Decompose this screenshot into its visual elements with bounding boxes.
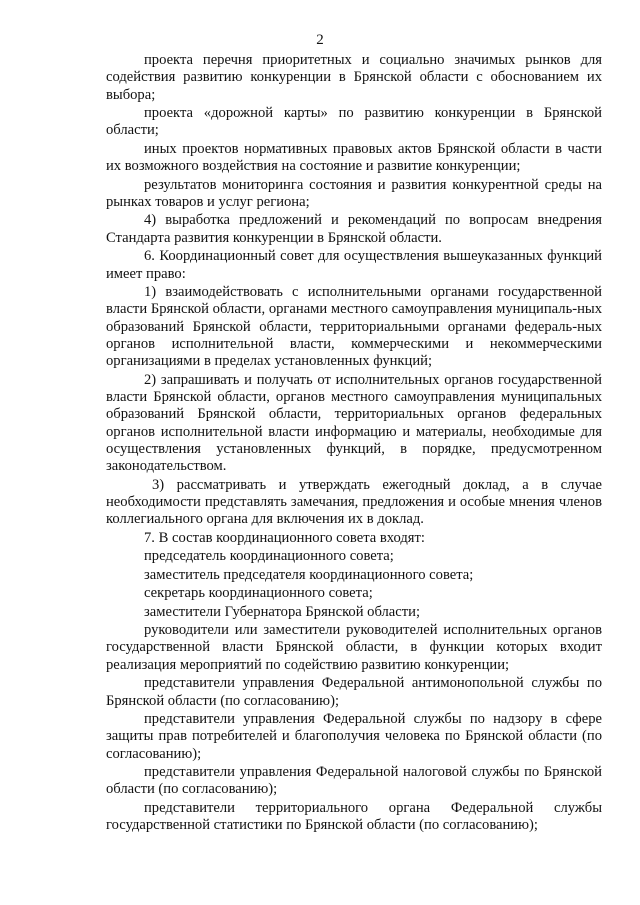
paragraph: представители управления Федеральной антимонопольной службы по Брянской области (по согласованию);	[106, 675, 602, 709]
page-number: 2	[316, 32, 324, 48]
document-body	[106, 52, 602, 836]
paragraph: представители территориального органа Федеральной службы государственной статистики по Брянской области (по согласованию);	[106, 799, 602, 834]
paragraph: проекта перечня приоритетных и социально значимых рынков для содействия развитию конкуренции в Брянской области с обоснованием их выбора;	[106, 52, 602, 103]
paragraph: представители управления Федеральной службы по надзору в сфере защиты прав потребителей и благополучия человека по Брянской области (по согласованию);	[106, 710, 602, 762]
paragraph: результатов мониторинга состояния и развития конкурентной среды на рынках товаров и услуг региона;	[106, 176, 602, 210]
paragraph: 6. Координационный совет для осуществления вышеуказанных функций имеет право:	[106, 248, 602, 282]
paragraph: заместитель председателя координационного совета;	[144, 566, 474, 583]
paragraph: иных проектов нормативных правовых актов Брянской области в части их возможного воздействия на состояние и развитие конкуренции;	[106, 140, 602, 175]
paragraph: заместители Губернатора Брянской области;	[144, 603, 421, 620]
paragraph: секретарь координационного совета;	[144, 585, 373, 602]
paragraph: 4) выработка предложений и рекомендаций по вопросам внедрения Стандарта развития конкуренции в Брянской области.	[106, 212, 602, 246]
paragraph: руководители или заместители руководителей исполнительных органов государственной власти Брянской области, в функции которых входит реализация мероприятий по содействию развитию конкуренции;	[106, 622, 602, 673]
paragraph: 1) взаимодействовать с исполнительными органами государственной власти Брянской области, органами местного самоуправления муниципаль-ных образований Брянской области, территориальными органами федераль-ных органов исполнительной власти, коммерческими и некоммерческими организациями в пределах установленных функций;	[106, 283, 602, 370]
paragraph: проекта «дорожной карты» по развитию конкуренции в Брянской области;	[106, 105, 602, 139]
paragraph: 3) рассматривать и утверждать ежегодный доклад, а в случае необходимости представлять замечания, предложения и особые мнения членов коллегиального органа для включения их в доклад.	[106, 476, 602, 528]
paragraph: представители управления Федеральной налоговой службы по Брянской области (по согласованию);	[106, 764, 602, 798]
paragraph: 7. В состав координационного совета входят:	[144, 529, 425, 546]
paragraph: председатель координационного совета;	[144, 548, 394, 565]
paragraph: 2) запрашивать и получать от исполнительных органов государственной власти Брянской области, органов местного самоуправления муниципальных образований Брянской области, территориальных органов федеральных органов исполнительной власти информацию и материалы, необходимые для осуществления установленных функций, в порядке, предусмотренном законодательством.	[106, 371, 602, 475]
